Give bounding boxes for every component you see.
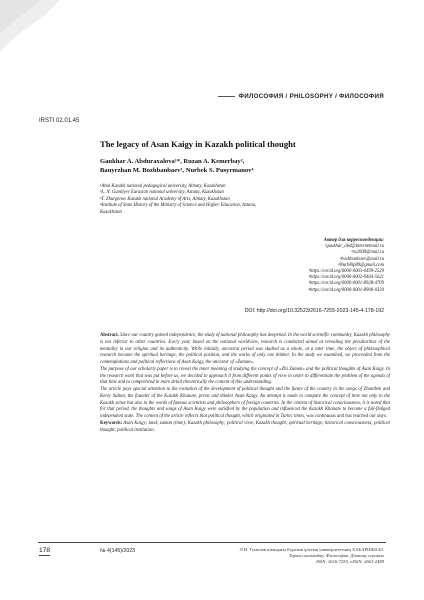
correspondence-heading: Автор для корреспонденции: bbox=[323, 238, 384, 243]
footer-divider bbox=[38, 542, 386, 543]
author-email-3[interactable]: ³bozhbanbaev@mail.ru bbox=[339, 256, 384, 262]
affiliation-4-cont: Kazakhstan bbox=[100, 209, 122, 215]
abstract-paragraph-3: The article pays special attention to the evolution of the development of political thought and the future of the country in the songs of Zhanibek and Kerey Sultan, the founder of the Kazakh Khanate, priest and thinker Asan Kaigy. An attempt is made to compare the concept of time not only in the Kazakh sense but also in the words of famous scientists and philosophers of foreign countries. In the context of historical consciousness, it is noted that for that period, the thoughts and songs of Asan Kaigy were satisfied by the population and influenced the Kazakh Khanate to become a full-fledged independent state. The content of the article reflects that political thought, which originated in Turkic times, was continuous and has reached our days. bbox=[100, 387, 390, 419]
author-email-1[interactable]: ¹gaukhar_abd@internetmail.ru bbox=[325, 244, 384, 250]
page-number: 178 bbox=[39, 547, 51, 554]
orcid-link-4[interactable]: ⁴https://orcid.org/0000-0001-8906-0320 bbox=[308, 287, 384, 293]
journal-issn: ISSN: 2616-7255, eISSN: 2663-2489 bbox=[316, 559, 384, 564]
abstract-text-1: Since our country gained independence, the study of national philosophy has deepened. In the world scientific community, Kazakh philosophy is not inferior to other countries. Every year, based on the national worldview, research is conducted aimed at revealing the peculiarities of the mentality in our religion and its authenticity. While initially, ancestral period was studied as a whole, at a later time, the object of philosophical research became the spiritual heritage, the political position, and the works of only one thinker. In the study we examined, we proceeded from the contemplations and political reflections of Asan Kaigy, the ancestor of «Zaman». bbox=[100, 333, 391, 365]
abstract-block bbox=[100, 333, 390, 434]
author-email-4[interactable]: ⁴Nurb8ip89@gmail.com bbox=[338, 262, 384, 268]
keywords-label: Keywords: bbox=[100, 420, 123, 426]
doi-link[interactable]: DOI: http://doi.org/10.32523/2616-7255-2023-145-4-178-192 bbox=[244, 308, 384, 314]
abstract-paragraph-2: The purpose of our scholarly paper is to reveal the inner meaning of studying the concept of «Zhi Zaman» and the political thoughts of Asan Kaigy. In the research work that was put before us, we decided to approach it from different points of view in order to differentiate the problem of the agenda of that time and to comprehend in more detail theoretically the content of this understanding. bbox=[100, 366, 390, 386]
affiliations bbox=[100, 184, 390, 216]
irsti-code: IRSTI 02.01.45 bbox=[39, 118, 80, 124]
section-title: ФИЛОСОФИЯ / PHILOSOPHY / ФИЛОСОФИЯ bbox=[238, 92, 384, 100]
abstract-label: Abstract. bbox=[100, 333, 119, 338]
orcid-link-2[interactable]: ²https://orcid.org/0000-0002-0404-5621 bbox=[308, 275, 384, 281]
issue-number: № 4(145)/2023 bbox=[100, 548, 135, 554]
section-header-rule bbox=[218, 96, 235, 97]
corner-ornament bbox=[0, 0, 70, 64]
orcid-link-3[interactable]: ³https://orcid.org/0000-0001-8928-4709 bbox=[308, 281, 384, 287]
journal-info bbox=[204, 547, 384, 565]
orcid-link-1[interactable]: ¹https://orcid.org/0000-0003-0499-2529 bbox=[308, 269, 384, 275]
journal-series: Тарихи ғылымдар. Философия. Дінтану сериясы bbox=[289, 553, 384, 558]
correspondence-block bbox=[234, 238, 384, 294]
section-header bbox=[218, 91, 384, 101]
keywords-text: Asan Kaigy; land; zaman (time); Kazakh philosophy; political view; Kazakh thought; spiritual heritage; historical consciousness; political thought; political institution. bbox=[100, 420, 390, 433]
journal-name: Л.Н. Гумилев атындағы Еуразия ұлттық университетінің ХАБАРШЫСЫ. bbox=[239, 547, 384, 552]
affiliation-2: ²L. N. Gumilyev Eurasian national university, Astana, Kazakhstan bbox=[100, 190, 224, 196]
abstract-paragraph-1 bbox=[100, 333, 390, 367]
affiliation-1: ¹Abai Kazakh national pedagogical university, Almaty, Kazakhstan bbox=[100, 184, 226, 189]
paper-title: The legacy of Asan Kaigy in Kazakh political thought bbox=[100, 139, 296, 149]
author-email-2[interactable]: ²ra2008@mail.ru bbox=[351, 250, 384, 256]
affiliation-3: ³T. Zhurgenov Kazakh national Academy of Arts, Almaty, Kazakhstan bbox=[100, 196, 230, 202]
keywords-paragraph bbox=[100, 421, 390, 435]
affiliation-4: ⁴Institute of State History of the Ministry of Science and Higher Education, Astana, bbox=[100, 203, 257, 209]
authors-line-1: Gaukhar A. Abduraxalova¹*, Ruzan A. Kemerbay², bbox=[100, 158, 245, 165]
authors-line-2: Bauyrzhan M. Bozhbanbaev³, Nurbek S. Pusyrmanov⁴ bbox=[100, 166, 254, 174]
author-list bbox=[100, 158, 390, 176]
